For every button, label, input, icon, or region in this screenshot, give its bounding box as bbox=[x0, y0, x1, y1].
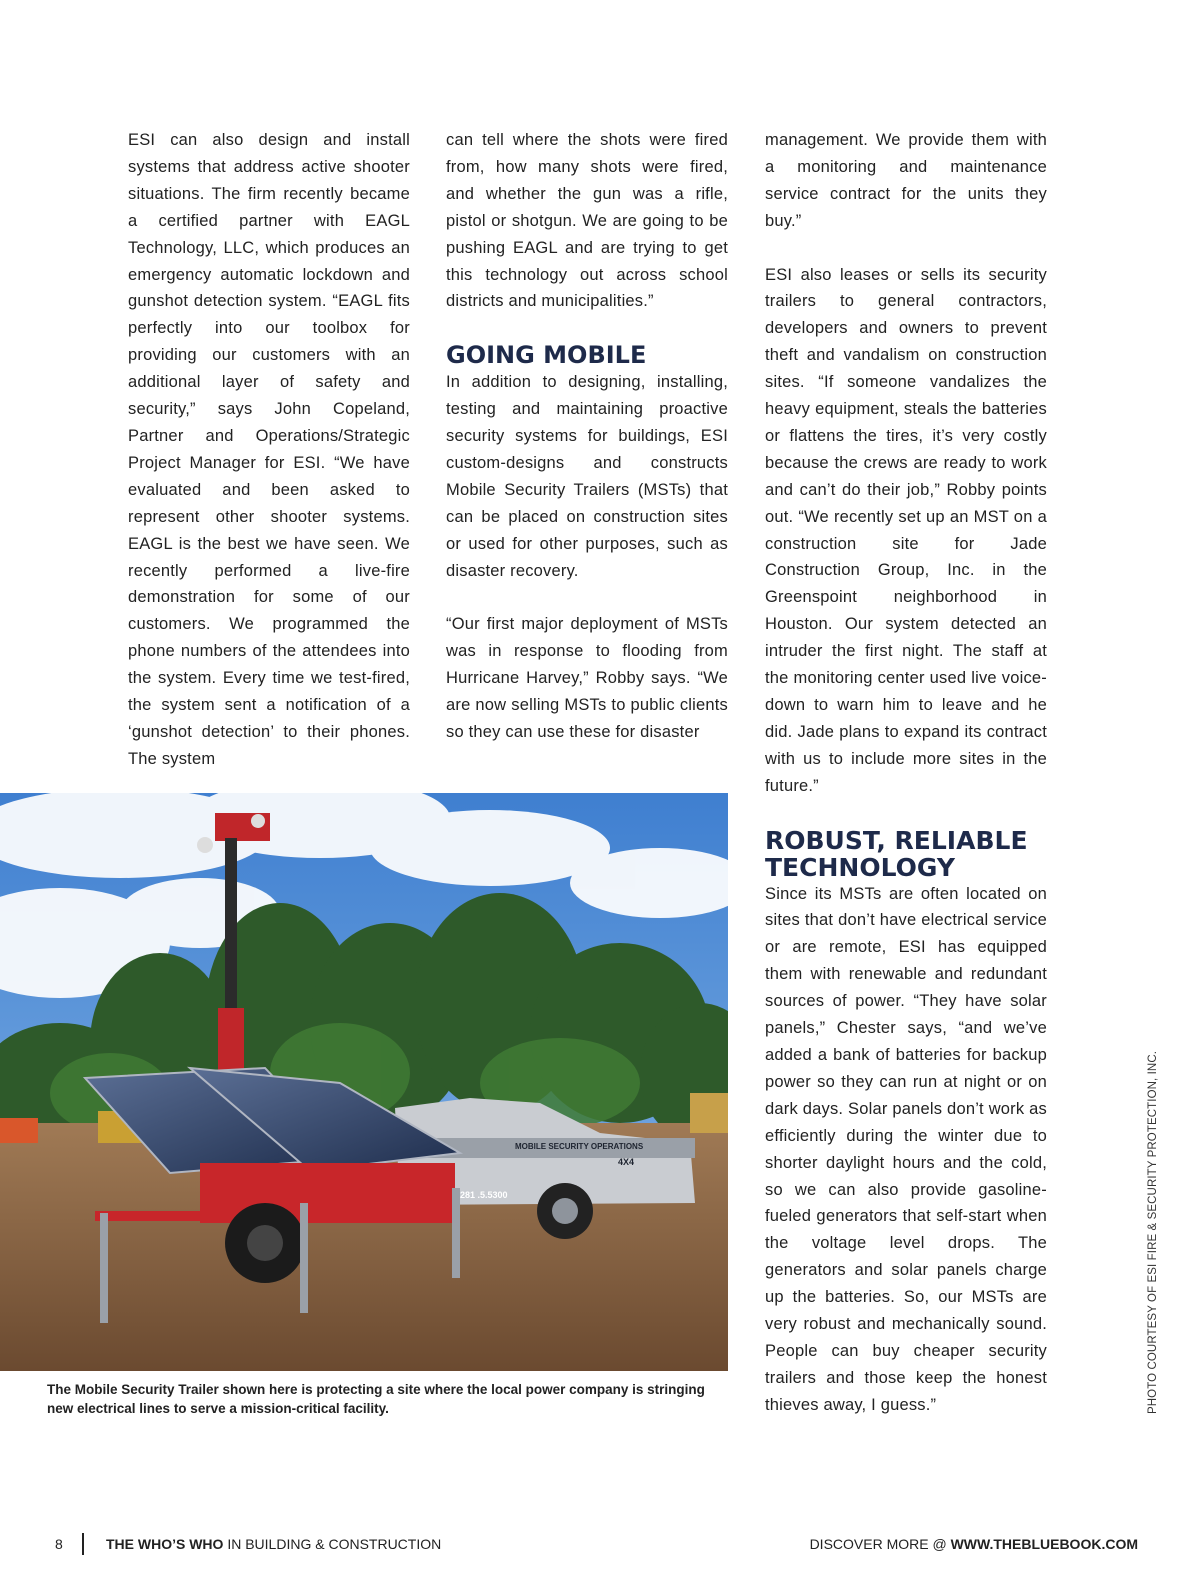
website-link[interactable]: WWW.THEBLUEBOOK.COM bbox=[950, 1536, 1138, 1552]
section-heading-going-mobile: GOING MOBILE bbox=[446, 341, 647, 370]
body-paragraph: ESI can also design and install systems that address active shooter situations. The firm recently became a certified partner with EAGL Technology, LLC, which produces an emergency automatic lockdown and gunshot detection system. “EAGL fits perfectly into our toolbox for providing our customers with an additional layer of safety and security,” says John Copeland, Partner and Operations/Strategic Project Manager for ESI. “We have evaluated and been asked to represent other shooter systems. EAGL is the best we have seen. We recently performed a live-fire demonstration for some of our customers. We programmed the phone numbers of the attendees into the system. Every time we test-fired, the system sent a notification of a ‘gunshot detection’ to their phones. The system bbox=[128, 131, 410, 768]
footer-divider bbox=[82, 1533, 84, 1555]
publication-name bbox=[106, 1536, 441, 1552]
truck-badge: 4X4 bbox=[618, 1157, 635, 1167]
article-column-2 bbox=[446, 127, 728, 746]
page-number: 8 bbox=[55, 1536, 63, 1552]
mobile-security-trailer-photo bbox=[0, 793, 728, 1371]
truck-decal: MOBILE SECURITY OPERATIONS bbox=[515, 1142, 644, 1151]
photo-credit: PHOTO COURTESY OF ESI FIRE & SECURITY PROTECTION, INC. bbox=[1147, 1050, 1159, 1414]
page-footer bbox=[0, 1530, 1200, 1560]
discover-more bbox=[810, 1536, 1138, 1552]
trailer-phone: 281 .5.5300 bbox=[460, 1190, 508, 1200]
discover-prefix: DISCOVER MORE @ bbox=[809, 1536, 951, 1552]
article-column-1 bbox=[128, 127, 410, 773]
body-paragraph: can tell where the shots were fired from, how many shots were fired, and whether the gun was a rifle, pistol or shotgun. We are going to be pushing EAGL and are trying to get this technology out across school districts and municipalities.” bbox=[446, 131, 728, 311]
body-paragraph: “Our first major deployment of MSTs was in response to flooding from Hurricane Harvey,” Robby says. “We are now selling MSTs to public clients so they can use these for disaster bbox=[446, 615, 728, 741]
publication-name-rest: IN BUILDING & CONSTRUCTION bbox=[223, 1536, 442, 1552]
body-paragraph: In addition to designing, installing, testing and maintaining proactive security systems for buildings, ESI custom-designs and constructs Mobile Security Trailers (MSTs) that can be placed on construction sites or used for other purposes, such as disaster recovery. bbox=[446, 373, 728, 580]
publication-name-bold: THE WHO’S WHO bbox=[106, 1536, 224, 1552]
section-heading-robust-reliable-technology: ROBUST, RELIABLE TECHNOLOGY bbox=[765, 825, 1028, 882]
photo-caption: The Mobile Security Trailer shown here is protecting a site where the local power company is stringing new electrical lines to serve a mission-critical facility. bbox=[47, 1382, 705, 1416]
body-paragraph: Since its MSTs are often located on sites that don’t have electrical service or are remote, ESI has equipped them with renewable and redundant sources of power. “They have solar panels,” Chester says, “and we’ve added a bank of batteries for backup power so they can run at night or on dark days. Solar panels don’t work as efficiently during the winter due to shorter daylight hours and the cold, so we can also provide gasoline-fueled generators that self-start when the voltage level drops. The generators and solar panels charge up the batteries. So, our MSTs are very robust and mechanically sound. People can buy cheaper security trailers and those keep the honest thieves away, I guess.” bbox=[765, 884, 1047, 1414]
body-paragraph: management. We provide them with a monitoring and maintenance service contract for the units they buy.” bbox=[765, 131, 1047, 230]
article-column-3 bbox=[765, 127, 1047, 1419]
body-paragraph: ESI also leases or sells its security trailers to general contractors, developers and owners to prevent theft and vandalism on construction sites. “If someone vandalizes the heavy equipment, steals the batteries or flattens the tires, it’s very costly because the crews are ready to work and can’t do their job,” Robby points out. “We recently set up an MST on a construction site for Jade Construction Group, Inc. in the Greenspoint neighborhood in Houston. Our system detected an intruder the first night. The staff at the monitoring center used live voice-down to warn him to leave and he did. Jade plans to expand its contract with us to include more sites in the future.” bbox=[765, 265, 1047, 795]
